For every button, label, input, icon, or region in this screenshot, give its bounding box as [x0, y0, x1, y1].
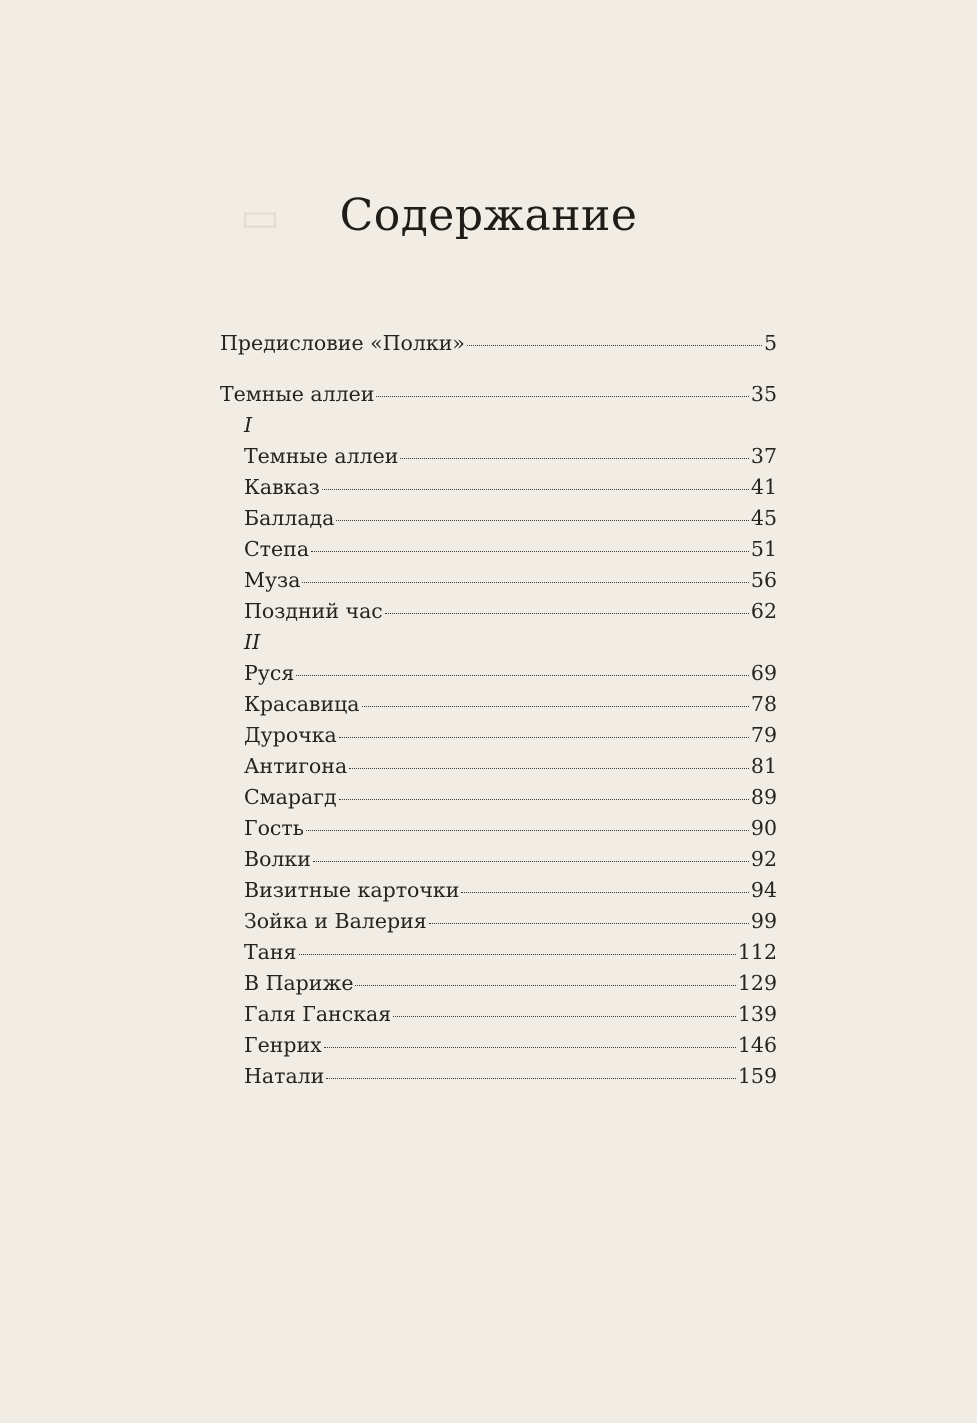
toc-entry-title: Красавица — [244, 692, 360, 716]
toc-entry-title: Антигона — [244, 754, 348, 778]
toc-page-number: 129 — [737, 971, 777, 995]
toc-entry — [244, 442, 777, 470]
show-through-decoration: ▭ — [240, 192, 280, 241]
toc-page-number: 90 — [750, 816, 777, 840]
toc-section-heading: I — [244, 413, 253, 437]
toc-page-number: 35 — [750, 382, 777, 406]
toc-entry-title: Гость — [244, 816, 304, 840]
toc-entry — [244, 845, 777, 873]
toc-entry-title: Муза — [244, 568, 301, 592]
toc-dot-leader — [322, 488, 749, 490]
toc-entry — [244, 1062, 777, 1090]
toc-dot-leader — [336, 519, 749, 521]
toc-page-number: 78 — [750, 692, 777, 716]
toc-page-number: 62 — [750, 599, 777, 623]
toc-entry-title: В Париже — [244, 971, 354, 995]
toc-entry-title: Кавказ — [244, 475, 320, 499]
toc-dot-leader — [349, 767, 749, 769]
toc-dot-leader — [376, 395, 748, 397]
toc-entry — [244, 814, 777, 842]
toc-dot-leader — [326, 1077, 736, 1079]
toc-page-number: 5 — [763, 331, 777, 355]
toc-entry-title: Баллада — [244, 506, 335, 530]
toc-dot-leader — [299, 953, 736, 955]
toc-entry-title: Таня — [244, 940, 297, 964]
toc-section-heading: II — [244, 630, 261, 654]
toc-entry — [244, 535, 777, 563]
toc-page-number: 69 — [750, 661, 777, 685]
toc-entry — [244, 938, 777, 966]
toc-dot-leader — [311, 550, 749, 552]
toc-entry-title: Генрих — [244, 1033, 322, 1057]
toc-dot-leader — [355, 984, 735, 986]
toc-dot-leader — [324, 1046, 736, 1048]
toc-entry-title: Темные аллеи — [244, 444, 399, 468]
toc-page-number: 99 — [750, 909, 777, 933]
toc-dot-leader — [296, 674, 749, 676]
toc-entry — [244, 659, 777, 687]
page-title: Содержание — [339, 190, 638, 241]
toc-entry — [244, 783, 777, 811]
toc-entry-title: Степа — [244, 537, 310, 561]
toc-entry-title: Натали — [244, 1064, 325, 1088]
toc-page-number: 112 — [737, 940, 777, 964]
toc-entry — [244, 752, 777, 780]
toc-entry — [244, 969, 777, 997]
toc-entry — [244, 876, 777, 904]
toc-page-number: 41 — [750, 475, 777, 499]
toc-dot-leader — [339, 798, 749, 800]
toc-dot-leader — [385, 612, 749, 614]
toc-entry — [244, 1031, 777, 1059]
toc-entry — [244, 690, 777, 718]
toc-page-number: 45 — [750, 506, 777, 530]
toc-entry — [244, 721, 777, 749]
toc-entry-title: Смарагд — [244, 785, 337, 809]
toc-page-number: 79 — [750, 723, 777, 747]
toc-dot-leader — [461, 891, 748, 893]
toc-entry — [220, 380, 777, 408]
toc-entry-title: Волки — [244, 847, 311, 871]
toc-page-number: 139 — [737, 1002, 777, 1026]
toc-entry-title: Дурочка — [244, 723, 337, 747]
toc-dot-leader — [339, 736, 749, 738]
toc-dot-leader — [400, 457, 748, 459]
toc-dot-leader — [429, 922, 749, 924]
toc-page-number: 81 — [750, 754, 777, 778]
toc-entry — [244, 504, 777, 532]
toc-entry-title: Визитные карточки — [244, 878, 460, 902]
toc-page-number: 159 — [737, 1064, 777, 1088]
toc-page-number: 146 — [737, 1033, 777, 1057]
toc-entry-title: Галя Ганская — [244, 1002, 392, 1026]
toc-dot-leader — [302, 581, 748, 583]
toc-entry-title: Зойка и Валерия — [244, 909, 427, 933]
toc-page-number: 89 — [750, 785, 777, 809]
toc-entry-title: Руся — [244, 661, 295, 685]
toc-dot-leader — [393, 1015, 736, 1017]
toc-entry — [244, 907, 777, 935]
toc-entry-title: Темные аллеи — [220, 382, 375, 406]
toc-dot-leader — [362, 705, 749, 707]
toc-page-number: 94 — [750, 878, 777, 902]
toc-entry — [244, 566, 777, 594]
toc-entry — [244, 1000, 777, 1028]
toc-page-number: 51 — [750, 537, 777, 561]
toc-dot-leader — [313, 860, 749, 862]
toc-page-number: 56 — [750, 568, 777, 592]
toc-entry-title: Предисловие «Полки» — [220, 331, 465, 355]
toc-dot-leader — [306, 829, 749, 831]
toc-page-number: 92 — [750, 847, 777, 871]
toc-entry — [244, 473, 777, 501]
toc-dot-leader — [467, 344, 762, 346]
toc-page-number: 37 — [750, 444, 777, 468]
toc-entry-title: Поздний час — [244, 599, 383, 623]
toc-entry — [244, 597, 777, 625]
toc-entry — [220, 329, 777, 357]
